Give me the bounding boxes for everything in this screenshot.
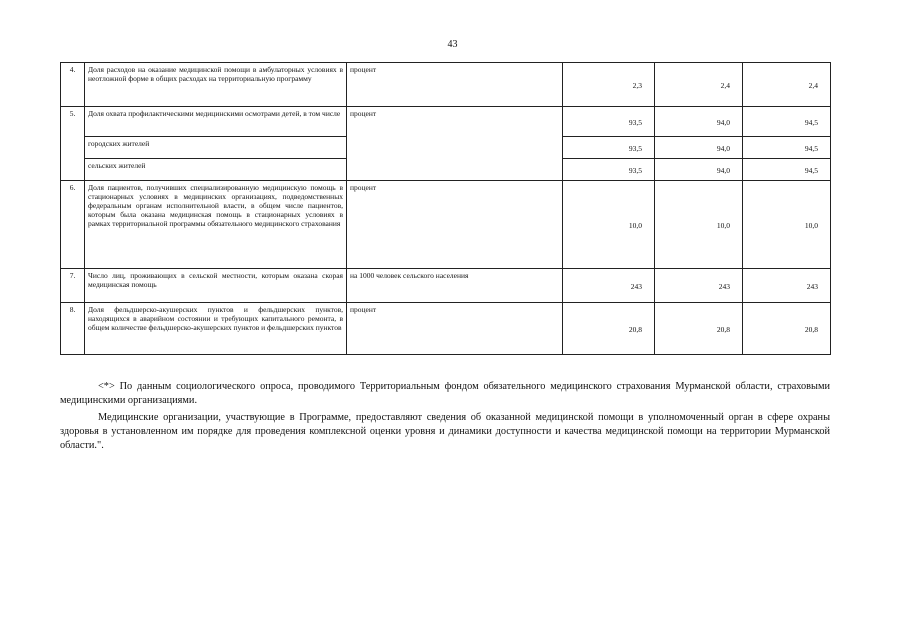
row-number: 8. — [61, 303, 85, 355]
unit-of-measure: процент — [347, 107, 563, 181]
value-year-3: 10,0 — [743, 181, 831, 269]
value-year-3: 2,4 — [743, 63, 831, 107]
unit-of-measure: на 1000 человек сельского населения — [347, 269, 563, 303]
row-number: 6. — [61, 181, 85, 269]
value-year-1: 93,5 — [563, 159, 655, 181]
table-row — [61, 269, 831, 303]
table-row — [61, 181, 831, 269]
value-year-1: 93,5 — [563, 107, 655, 137]
value-year-2: 243 — [655, 269, 743, 303]
indicator-description: Доля расходов на оказание медицинской помощи в амбулаторных условиях в неотложной форме в общих расходах на территориальную программу — [85, 63, 347, 107]
closing-paragraph: Медицинские организации, участвующие в Программе, предоставляют сведения об оказанной медицинской помощи в уполномоченный орган в сфере охраны здоровья в установленном им порядке для проведения комплексной оценки уровня и динамики доступности и качества медицинской помощи на территории Мурманской области.". — [60, 412, 830, 451]
footnote-survey-source: <*> По данным социологического опроса, проводимого Территориальным фондом обязательного медицинского страхования Мурманской области, страховыми медицинскими организациями. — [60, 381, 830, 406]
indicator-description: Число лиц, проживающих в сельской местности, которым оказана скорая медицинская помощь — [85, 269, 347, 303]
value-year-3: 94,5 — [743, 159, 831, 181]
value-year-3: 243 — [743, 269, 831, 303]
table-row — [61, 107, 831, 137]
indicator-description: городских жителей — [85, 137, 347, 159]
value-year-3: 20,8 — [743, 303, 831, 355]
table-row — [61, 63, 831, 107]
value-year-2: 94,0 — [655, 159, 743, 181]
value-year-1: 2,3 — [563, 63, 655, 107]
value-year-1: 93,5 — [563, 137, 655, 159]
indicator-description: Доля охвата профилактическими медицинскими осмотрами детей, в том числе — [85, 107, 347, 137]
value-year-1: 10,0 — [563, 181, 655, 269]
table-row — [61, 303, 831, 355]
value-year-2: 20,8 — [655, 303, 743, 355]
indicator-description: Доля пациентов, получивших специализированную медицинскую помощь в стационарных условиях в медицинских организациях, подведомственных федеральным органам исполнительной власти, в общем числе пациентов, которым была оказана медицинская помощь в стационарных условиях в рамках территориальной программы обязательного медицинского страхования — [85, 181, 347, 269]
indicator-description: сельских жителей — [85, 159, 347, 181]
row-number: 4. — [61, 63, 85, 107]
page-number: 43 — [447, 39, 458, 50]
row-number: 7. — [61, 269, 85, 303]
value-year-1: 243 — [563, 269, 655, 303]
unit-of-measure: процент — [347, 181, 563, 269]
value-year-3: 94,5 — [743, 107, 831, 137]
value-year-2: 94,0 — [655, 107, 743, 137]
indicator-description: Доля фельдшерско-акушерских пунктов и фельдшерских пунктов, находящихся в аварийном состоянии и требующих капитального ремонта, в общем количестве фельдшерско-акушерских пунктов и фельдшерских пунктов — [85, 303, 347, 355]
value-year-3: 94,5 — [743, 137, 831, 159]
row-number: 5. — [61, 107, 85, 181]
value-year-2: 94,0 — [655, 137, 743, 159]
value-year-2: 10,0 — [655, 181, 743, 269]
indicators-table — [60, 62, 831, 355]
unit-of-measure: процент — [347, 63, 563, 107]
unit-of-measure: процент — [347, 303, 563, 355]
value-year-1: 20,8 — [563, 303, 655, 355]
value-year-2: 2,4 — [655, 63, 743, 107]
